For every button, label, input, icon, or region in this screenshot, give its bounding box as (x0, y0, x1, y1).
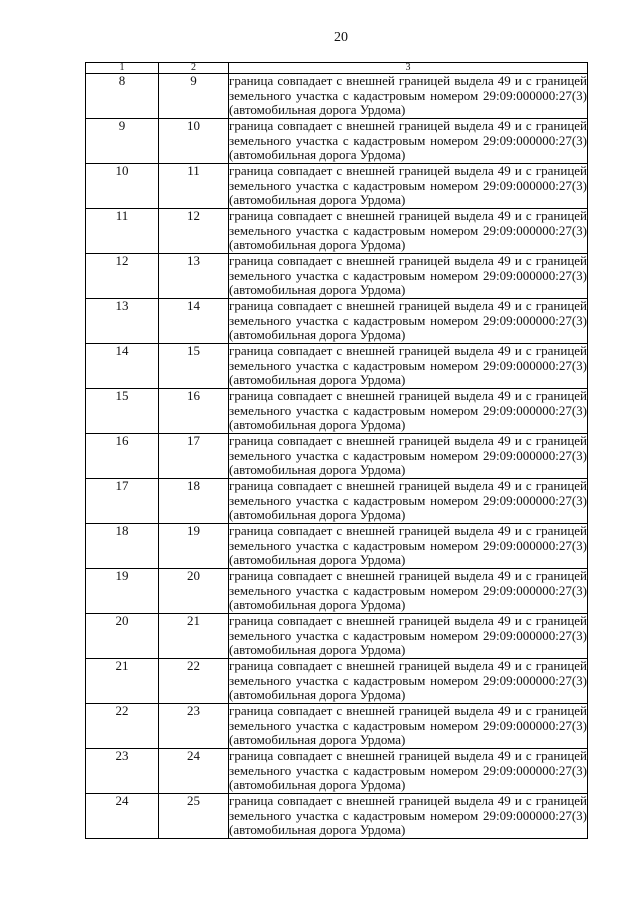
description-line: граница совпадает с внешней границей выдела 49 и с границей (229, 613, 587, 628)
description-line: граница совпадает с внешней границей выдела 49 и с границей (229, 523, 587, 538)
description-line: (автомобильная дорога Урдома) (229, 372, 406, 388)
description-line: граница совпадает с внешней границей выдела 49 и с границей (229, 343, 587, 358)
row-col1-number: 24 (86, 794, 159, 839)
description-line: земельного участка с кадастровым номером 29:09:000000:27(3) (229, 447, 587, 463)
row-col1-number: 8 (86, 74, 159, 119)
description-line: земельного участка с кадастровым номером 29:09:000000:27(3) (229, 717, 587, 733)
row-col2-number: 23 (159, 704, 229, 749)
row-description (229, 659, 588, 704)
row-col1-number: 19 (86, 569, 159, 614)
row-description (229, 749, 588, 794)
description-line: (автомобильная дорога Урдома) (229, 462, 406, 478)
description-line: земельного участка с кадастровым номером 29:09:000000:27(3) (229, 627, 587, 643)
row-description (229, 569, 588, 614)
row-col1-number: 20 (86, 614, 159, 659)
row-col1-number: 18 (86, 524, 159, 569)
description-line: (автомобильная дорога Урдома) (229, 327, 406, 343)
table-row (86, 74, 588, 119)
row-description (229, 344, 588, 389)
description-line: (автомобильная дорога Урдома) (229, 417, 406, 433)
row-description (229, 794, 588, 839)
row-col2-number: 11 (159, 164, 229, 209)
row-col1-number: 10 (86, 164, 159, 209)
row-description (229, 704, 588, 749)
row-description (229, 524, 588, 569)
description-line: земельного участка с кадастровым номером 29:09:000000:27(3) (229, 357, 587, 373)
table-header (86, 63, 588, 74)
row-col2-number: 20 (159, 569, 229, 614)
description-line: граница совпадает с внешней границей выдела 49 и с границей (229, 253, 587, 268)
table-row (86, 749, 588, 794)
row-description (229, 479, 588, 524)
description-line: земельного участка с кадастровым номером 29:09:000000:27(3) (229, 492, 587, 508)
row-col1-number: 12 (86, 254, 159, 299)
table-row (86, 209, 588, 254)
table-body (86, 74, 588, 839)
description-line: (автомобильная дорога Урдома) (229, 147, 406, 163)
row-col2-number: 25 (159, 794, 229, 839)
description-line: граница совпадает с внешней границей выдела 49 и с границей (229, 208, 587, 223)
description-line: земельного участка с кадастровым номером 29:09:000000:27(3) (229, 267, 587, 283)
row-description (229, 74, 588, 119)
row-col2-number: 21 (159, 614, 229, 659)
header-col-3: 3 (229, 63, 588, 74)
row-description (229, 254, 588, 299)
row-col2-number: 15 (159, 344, 229, 389)
table-row (86, 524, 588, 569)
row-description (229, 299, 588, 344)
description-line: земельного участка с кадастровым номером 29:09:000000:27(3) (229, 537, 587, 553)
row-col1-number: 15 (86, 389, 159, 434)
table-row (86, 389, 588, 434)
description-line: граница совпадает с внешней границей выдела 49 и с границей (229, 568, 587, 583)
row-col2-number: 16 (159, 389, 229, 434)
row-col2-number: 9 (159, 74, 229, 119)
page-number: 20 (334, 30, 348, 45)
table-row (86, 344, 588, 389)
row-col2-number: 10 (159, 119, 229, 164)
description-line: граница совпадает с внешней границей выдела 49 и с границей (229, 658, 587, 673)
table-row (86, 164, 588, 209)
description-line: (автомобильная дорога Урдома) (229, 687, 406, 703)
table-row (86, 659, 588, 704)
description-line: граница совпадает с внешней границей выдела 49 и с границей (229, 703, 587, 718)
description-line: граница совпадает с внешней границей выдела 49 и с границей (229, 433, 587, 448)
row-col1-number: 13 (86, 299, 159, 344)
table-row (86, 704, 588, 749)
row-description (229, 209, 588, 254)
row-col1-number: 22 (86, 704, 159, 749)
description-line: (автомобильная дорога Урдома) (229, 507, 406, 523)
description-line: земельного участка с кадастровым номером 29:09:000000:27(3) (229, 402, 587, 418)
description-line: (автомобильная дорога Урдома) (229, 777, 406, 793)
description-line: граница совпадает с внешней границей выдела 49 и с границей (229, 73, 587, 88)
table-row (86, 299, 588, 344)
table-row (86, 119, 588, 164)
description-line: (автомобильная дорога Урдома) (229, 597, 406, 613)
row-col2-number: 22 (159, 659, 229, 704)
table-row (86, 794, 588, 839)
description-line: граница совпадает с внешней границей выдела 49 и с границей (229, 118, 587, 133)
description-line: земельного участка с кадастровым номером 29:09:000000:27(3) (229, 132, 587, 148)
row-col1-number: 9 (86, 119, 159, 164)
row-description (229, 389, 588, 434)
description-line: граница совпадает с внешней границей выдела 49 и с границей (229, 163, 587, 178)
table-row (86, 434, 588, 479)
table-row (86, 569, 588, 614)
row-description (229, 164, 588, 209)
description-line: (автомобильная дорога Урдома) (229, 732, 406, 748)
description-line: (автомобильная дорога Урдома) (229, 552, 406, 568)
description-line: граница совпадает с внешней границей выдела 49 и с границей (229, 388, 587, 403)
row-col2-number: 17 (159, 434, 229, 479)
description-line: земельного участка с кадастровым номером 29:09:000000:27(3) (229, 762, 587, 778)
description-line: граница совпадает с внешней границей выдела 49 и с границей (229, 298, 587, 313)
row-col2-number: 24 (159, 749, 229, 794)
table-row (86, 254, 588, 299)
boundary-table (85, 62, 588, 839)
description-line: (автомобильная дорога Урдома) (229, 102, 406, 118)
description-line: (автомобильная дорога Урдома) (229, 282, 406, 298)
row-description (229, 434, 588, 479)
description-line: земельного участка с кадастровым номером 29:09:000000:27(3) (229, 807, 587, 823)
row-col1-number: 17 (86, 479, 159, 524)
row-col2-number: 19 (159, 524, 229, 569)
description-line: (автомобильная дорога Урдома) (229, 192, 406, 208)
header-row (86, 63, 588, 74)
description-line: земельного участка с кадастровым номером 29:09:000000:27(3) (229, 582, 587, 598)
row-col1-number: 23 (86, 749, 159, 794)
description-line: граница совпадает с внешней границей выдела 49 и с границей (229, 748, 587, 763)
description-line: (автомобильная дорога Урдома) (229, 642, 406, 658)
row-col2-number: 18 (159, 479, 229, 524)
row-col1-number: 16 (86, 434, 159, 479)
row-col1-number: 14 (86, 344, 159, 389)
header-col-2: 2 (159, 63, 229, 74)
description-line: земельного участка с кадастровым номером 29:09:000000:27(3) (229, 222, 587, 238)
row-description (229, 119, 588, 164)
description-line: земельного участка с кадастровым номером 29:09:000000:27(3) (229, 177, 587, 193)
description-line: граница совпадает с внешней границей выдела 49 и с границей (229, 478, 587, 493)
description-line: земельного участка с кадастровым номером 29:09:000000:27(3) (229, 87, 587, 103)
table-row (86, 614, 588, 659)
description-line: земельного участка с кадастровым номером 29:09:000000:27(3) (229, 672, 587, 688)
row-col2-number: 12 (159, 209, 229, 254)
row-description (229, 614, 588, 659)
row-col2-number: 14 (159, 299, 229, 344)
row-col1-number: 11 (86, 209, 159, 254)
description-line: граница совпадает с внешней границей выдела 49 и с границей (229, 793, 587, 808)
description-line: земельного участка с кадастровым номером 29:09:000000:27(3) (229, 312, 587, 328)
header-col-1: 1 (86, 63, 159, 74)
row-col1-number: 21 (86, 659, 159, 704)
description-line: (автомобильная дорога Урдома) (229, 237, 406, 253)
description-line: (автомобильная дорога Урдома) (229, 822, 406, 838)
row-col2-number: 13 (159, 254, 229, 299)
table-row (86, 479, 588, 524)
